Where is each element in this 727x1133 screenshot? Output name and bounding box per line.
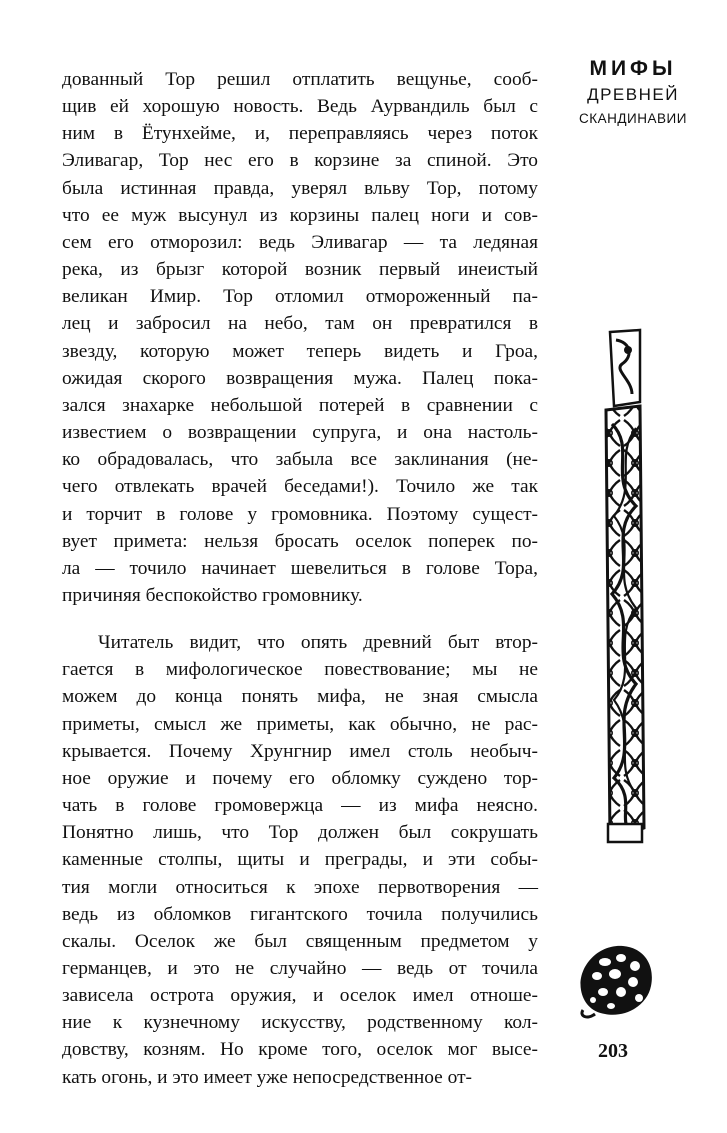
carved-interlace-stick-icon <box>596 328 648 848</box>
text-line: ним в Ётунхейме, и, переправляясь через поток <box>62 123 538 145</box>
text-line: крывается. Почему Хрунгнир имел столь необыч- <box>62 740 538 762</box>
text-line: известием о возвращении супруга, и она настоль- <box>62 422 538 444</box>
text-line: каменные столпы, щиты и преграды, и эти собы- <box>62 849 538 871</box>
running-head-subtitle: ДРЕВНЕЙ <box>587 85 679 104</box>
text-line: ведь из обломков гигантского точила получились <box>62 903 538 925</box>
text-line: ние к кузнечному искусству, родственному кол- <box>62 1012 538 1034</box>
text-line: вует примета: нельзя бросать оселок поперек по- <box>62 530 538 552</box>
text-line: гается в мифологическое повествование; мы не <box>62 659 538 681</box>
page-number: 203 <box>598 1040 628 1062</box>
running-head-subtitle-2: СКАНДИНАВИИ <box>579 111 687 126</box>
text-line: река, из брызг которой возник первый инеистый <box>62 259 538 281</box>
text-line: ла — точило начинает шевелиться в голове Тора, <box>62 557 538 579</box>
text-line: Эливагар, Тор нес его в корзине за спиной. Это <box>62 150 538 172</box>
text-line: Читатель видит, что опять древний быт втор- <box>98 632 538 654</box>
text-line: чать в голове громовержца — из мифа неясно. <box>62 795 538 817</box>
text-line: чего отвлекать врачей беседами!). Точило же так <box>62 476 538 498</box>
text-line: приметы, смысл же приметы, как обычно, не рас- <box>62 713 538 735</box>
text-line: тия могли относиться к эпохе первотворения — <box>62 876 538 898</box>
running-head <box>558 56 708 130</box>
paragraph-2 <box>62 629 538 1091</box>
text-line: ко обрадовалась, что забыла все заклинания (не- <box>62 449 538 471</box>
text-line: звезду, которую может теперь видеть и Гроа, <box>62 340 538 362</box>
text-line: лец и забросил на небо, там он превратился в <box>62 313 538 335</box>
paragraph-1 <box>62 66 538 609</box>
text-line: ное оружие и почему его обломку суждено тор- <box>62 767 538 789</box>
text-line: скалы. Оселок же был священным предметом у <box>62 930 538 952</box>
text-line: Понятно лишь, что Тор должен был сокрушать <box>62 822 538 844</box>
text-line: причиняя беспокойство громовнику. <box>62 584 363 606</box>
running-head-title: МИФЫ <box>589 57 677 80</box>
text-line: щив ей хорошую новость. Ведь Аурвандиль был с <box>62 96 538 118</box>
text-line: зался знахарке небольшой потерей в сравнении с <box>62 394 538 416</box>
main-text <box>62 66 538 1091</box>
text-line: можем до конца понять мифа, не зная смысла <box>62 686 538 708</box>
text-line: сем его отморозил: ведь Эливагар — та ледяная <box>62 231 538 253</box>
text-line: германцев, и это не случайно — ведь от точила <box>62 958 538 979</box>
text-line: великан Имир. Тор отломил отмороженный па- <box>62 286 538 308</box>
text-line: кать огонь, и это имеет уже непосредственное от- <box>62 1066 472 1088</box>
text-line: что ее муж высунул из корзины палец ноги и сов- <box>62 204 538 226</box>
shell-ornament-icon <box>575 940 657 1020</box>
text-line: дованный Тор решил отплатить вещунье, сооб- <box>62 69 538 90</box>
text-line: зависела острота оружия, и оселок имел отноше- <box>62 985 538 1007</box>
text-line: довству, козням. Но кроме того, оселок мог высе- <box>62 1039 538 1061</box>
text-line: ожидая скорого возвращения мужа. Палец пока- <box>62 367 538 389</box>
text-line: и торчит в голове у громовника. Поэтому сущест- <box>62 503 538 525</box>
text-line: была истинная правда, уверял вльву Тор, потому <box>62 177 538 199</box>
